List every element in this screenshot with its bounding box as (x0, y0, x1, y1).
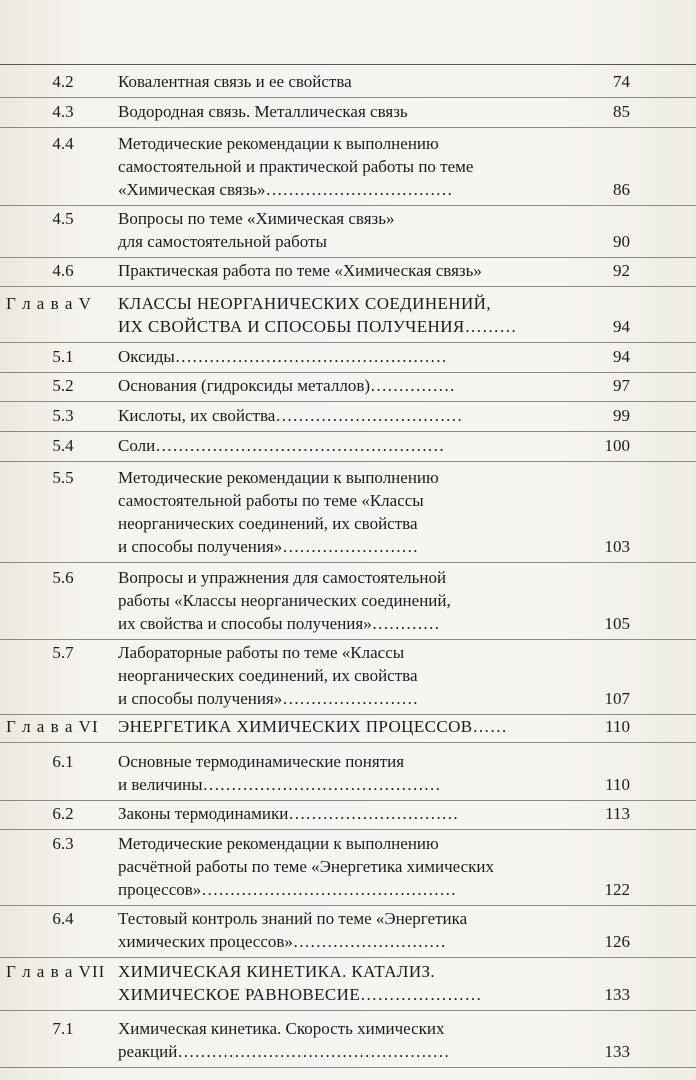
entry-title-line: «Химическая связь»…………………………… (118, 180, 453, 199)
entry-title-line: процессов»……………………………………… (118, 880, 457, 899)
page-number: 94 (613, 317, 630, 336)
entry-title (118, 207, 536, 253)
toc-section-entry (0, 832, 696, 901)
entry-title (118, 434, 536, 457)
entry-title-line: неорганических соединений, их свойства (118, 514, 418, 533)
entry-title-line: Методические рекомендации к выполнению (118, 468, 439, 487)
entry-title-line: ХИМИЧЕСКАЯ КИНЕТИКА. КАТАЛИЗ. (118, 962, 436, 981)
row-divider (0, 97, 696, 98)
entry-title-line: Вопросы по теме «Химическая связь» (118, 209, 395, 228)
chapter-number: Г л а в а VI (6, 717, 99, 736)
row-divider (0, 401, 696, 402)
section-number: 5.1 (52, 347, 74, 366)
row-divider (0, 562, 696, 563)
toc-section-entry (0, 207, 696, 253)
toc-section-entry (0, 566, 696, 635)
toc-chapter-entry (0, 960, 696, 1006)
entry-title-line: неорганических соединений, их свойства (118, 666, 418, 685)
page-number: 90 (613, 232, 630, 251)
section-number: 5.2 (52, 376, 74, 395)
toc-section-entry (0, 404, 696, 427)
entry-title-line: КЛАССЫ НЕОРГАНИЧЕСКИХ СОЕДИНЕНИЙ, (118, 294, 491, 313)
row-divider (0, 205, 696, 206)
toc-section-entry (0, 466, 696, 558)
entry-title-line: Ковалентная связь и ее свойства (118, 72, 352, 91)
row-divider (0, 286, 696, 287)
entry-title (118, 404, 536, 427)
section-number: 4.2 (52, 72, 74, 91)
entry-title-line: Соли…………………………………………… (118, 436, 445, 455)
page-number: 107 (604, 689, 630, 708)
entry-title (118, 374, 536, 397)
row-divider (0, 957, 696, 958)
page-number: 103 (604, 537, 630, 556)
page-number: 99 (613, 406, 630, 425)
entry-title-line: Оксиды………………………………………… (118, 347, 447, 366)
entry-title-line: самостоятельной работы по теме «Классы (118, 491, 424, 510)
toc-section-entry (0, 750, 696, 796)
entry-title-line: и способы получения»…………………… (118, 537, 419, 556)
row-divider (0, 257, 696, 258)
row-divider (0, 639, 696, 640)
row-divider (0, 431, 696, 432)
row-divider (0, 829, 696, 830)
row-divider (0, 342, 696, 343)
row-divider (0, 800, 696, 801)
section-number: 6.1 (52, 752, 74, 771)
entry-title-line: Методические рекомендации к выполнению (118, 834, 439, 853)
entry-title (118, 292, 536, 338)
entry-title-line: Химическая кинетика. Скорость химических (118, 1019, 445, 1038)
entry-title-line: Основания (гидроксиды металлов)…………… (118, 376, 456, 395)
entry-title (118, 907, 536, 953)
entry-title (118, 750, 536, 796)
entry-title (118, 345, 536, 368)
row-divider (0, 461, 696, 462)
entry-title (118, 960, 536, 1006)
section-number: 7.1 (52, 1019, 74, 1038)
section-number: 5.5 (52, 468, 74, 487)
page-number: 110 (605, 717, 630, 736)
chapter-number: Г л а в а V (6, 294, 92, 313)
page-number: 133 (604, 1042, 630, 1061)
page-number: 74 (613, 72, 630, 91)
entry-title (118, 641, 536, 710)
row-divider (0, 1067, 696, 1068)
entry-title-line: для самостоятельной работы (118, 232, 327, 251)
entry-title-line: химических процессов»……………………… (118, 932, 446, 951)
entry-title-line: ХИМИЧЕСКОЕ РАВНОВЕСИЕ………………… (118, 985, 482, 1004)
row-divider (0, 372, 696, 373)
entry-title-line: расчётной работы по теме «Энергетика химических (118, 857, 495, 876)
entry-title (118, 100, 536, 123)
section-number: 4.4 (52, 134, 74, 153)
entry-title-line: Методические рекомендации к выполнению (118, 134, 439, 153)
section-number: 6.2 (52, 804, 74, 823)
entry-title-line: Кислоты, их свойства…………………………… (118, 406, 463, 425)
top-divider (0, 64, 696, 65)
toc-section-entry (0, 802, 696, 825)
entry-title (118, 566, 536, 635)
page-number: 85 (613, 102, 630, 121)
toc-chapter-entry (0, 292, 696, 338)
entry-title-line: и способы получения»…………………… (118, 689, 419, 708)
entry-title (118, 715, 536, 738)
toc-section-entry (0, 374, 696, 397)
entry-title-line: Законы термодинамики………………………… (118, 804, 459, 823)
section-number: 4.5 (52, 209, 74, 228)
toc-section-entry (0, 434, 696, 457)
page-number: 122 (604, 880, 630, 899)
entry-title (118, 70, 536, 93)
toc-section-entry (0, 345, 696, 368)
entry-title-line: Основные термодинамические понятия (118, 752, 405, 771)
entry-title (118, 132, 536, 201)
entry-title-line: Вопросы и упражнения для самостоятельной (118, 568, 447, 587)
page-number: 126 (604, 932, 630, 951)
section-number: 4.3 (52, 102, 74, 121)
entry-title (118, 832, 536, 901)
section-number: 4.6 (52, 261, 74, 280)
entry-title-line: ЭНЕРГЕТИКА ХИМИЧЕСКИХ ПРОЦЕССОВ…… (118, 717, 508, 736)
section-number: 6.3 (52, 834, 74, 853)
toc-section-entry (0, 1017, 696, 1063)
entry-title-line: реакций………………………………………… (118, 1042, 450, 1061)
chapter-number: Г л а в а VII (6, 962, 106, 981)
row-divider (0, 1010, 696, 1011)
entry-title (118, 802, 536, 825)
section-number: 5.4 (52, 436, 74, 455)
page-number: 113 (605, 804, 630, 823)
entry-title-line: Тестовый контроль знаний по теме «Энергетика (118, 909, 468, 928)
toc-section-entry (0, 132, 696, 201)
toc-section-entry (0, 100, 696, 123)
entry-title-line: ИХ СВОЙСТВА И СПОСОБЫ ПОЛУЧЕНИЯ……… (118, 317, 517, 336)
section-number: 6.4 (52, 909, 74, 928)
toc-chapter-entry (0, 715, 696, 738)
row-divider (0, 905, 696, 906)
page-number: 133 (604, 985, 630, 1004)
page-number: 94 (613, 347, 630, 366)
page-number: 97 (613, 376, 630, 395)
toc-section-entry (0, 259, 696, 282)
section-number: 5.3 (52, 406, 74, 425)
entry-title-line: Лабораторные работы по теме «Классы (118, 643, 405, 662)
toc-section-entry (0, 907, 696, 953)
page-number: 86 (613, 180, 630, 199)
entry-title-line: их свойства и способы получения»………… (118, 614, 440, 633)
entry-title (118, 259, 536, 282)
entry-title (118, 466, 536, 558)
row-divider (0, 127, 696, 128)
entry-title-line: Практическая работа по теме «Химическая связь» (118, 261, 482, 280)
entry-title-line: самостоятельной и практической работы по теме (118, 157, 474, 176)
page-number: 100 (604, 436, 630, 455)
toc-section-entry (0, 70, 696, 93)
section-number: 5.7 (52, 643, 74, 662)
entry-title-line: работы «Классы неорганических соединений, (118, 591, 451, 610)
entry-title-line: Водородная связь. Металлическая связь (118, 102, 408, 121)
toc-section-entry (0, 641, 696, 710)
page-number: 110 (605, 775, 630, 794)
section-number: 5.6 (52, 568, 74, 587)
page-number: 92 (613, 261, 630, 280)
page-number: 105 (604, 614, 630, 633)
entry-title-line: и величины…………………………………… (118, 775, 441, 794)
row-divider (0, 742, 696, 743)
entry-title (118, 1017, 536, 1063)
